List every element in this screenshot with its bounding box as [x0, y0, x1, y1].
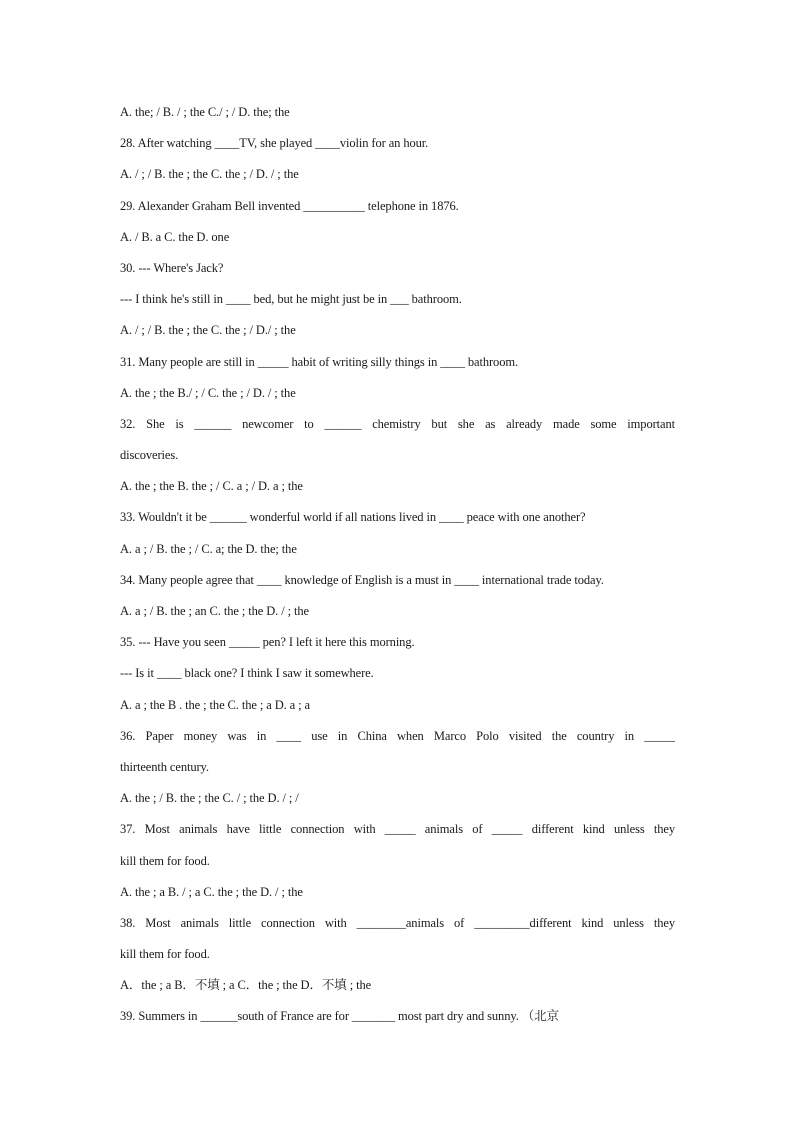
text-line: 38. Most animals little connection with ________animals of _________different kind unless they — [120, 915, 675, 930]
text-line: A. a ; the B . the ; the C. the ; a D. a ; a — [120, 697, 310, 712]
text-line: A. the; / B. / ; the C./ ; / D. the; the — [120, 105, 290, 119]
text-line: 28. After watching ____TV, she played ____violin for an hour. — [120, 136, 429, 151]
text-line: --- I think he's still in ____ bed, but he might just be in ___ bathroom. — [120, 292, 462, 307]
text-line: A. the ; / B. the ; the C. / ; the D. / ; / — [120, 791, 299, 806]
text-line: 35. --- Have you seen _____ pen? I left it here this morning. — [120, 635, 415, 650]
text-line: A. / ; / B. the ; the C. the ; / D./ ; the — [120, 323, 296, 338]
text-line: A. / B. a C. the D. one — [120, 229, 230, 244]
text-line: 32. She is ______ newcomer to ______ chemistry but she as already made some important — [120, 416, 675, 431]
text-line: A. / ; / B. the ; the C. the ; / D. / ; the — [120, 167, 299, 182]
text-line: A. the ; a B. / ; a C. the ; the D. / ; the — [120, 884, 303, 899]
document-body — [120, 100, 675, 1036]
text-line: discoveries. — [120, 448, 179, 463]
text-line: 33. Wouldn't it be ______ wonderful world if all nations lived in ____ peace with one another? — [120, 510, 586, 525]
text-line: A. the ; the B. the ; / C. a ; / D. a ; the — [120, 479, 303, 494]
text-line: A. a ; / B. the ; / C. a; the D. the; the — [120, 541, 297, 556]
text-line: --- Is it ____ black one? I think I saw it somewhere. — [120, 666, 374, 681]
text-line: kill them for food. — [120, 947, 210, 962]
text-line: 36. Paper money was in ____ use in China when Marco Polo visited the country in _____ — [120, 728, 675, 743]
text-line: 31. Many people are still in _____ habit of writing silly things in ____ bathroom. — [120, 354, 519, 369]
text-line: 39. Summers in ______south of France are for _______ most part dry and sunny. （北京 — [120, 1009, 559, 1024]
text-line: 30. --- Where's Jack? — [120, 260, 224, 275]
text-line: kill them for food. — [120, 853, 210, 868]
text-line: 29. Alexander Graham Bell invented __________ telephone in 1876. — [120, 198, 459, 213]
text-line: 37. Most animals have little connection with _____ animals of _____ different kind unless they — [120, 822, 675, 837]
text-line: A. a ; / B. the ; an C. the ; the D. / ; the — [120, 604, 309, 618]
text-line: A．the ; a B．不填 ; a C．the ; the D．不填 ; the — [120, 978, 372, 993]
text-line: A. the ; the B./ ; / C. the ; / D. / ; the — [120, 385, 296, 400]
text-line: thirteenth century. — [120, 759, 209, 774]
text-line: 34. Many people agree that ____ knowledge of English is a must in ____ international trade today. — [120, 572, 604, 587]
